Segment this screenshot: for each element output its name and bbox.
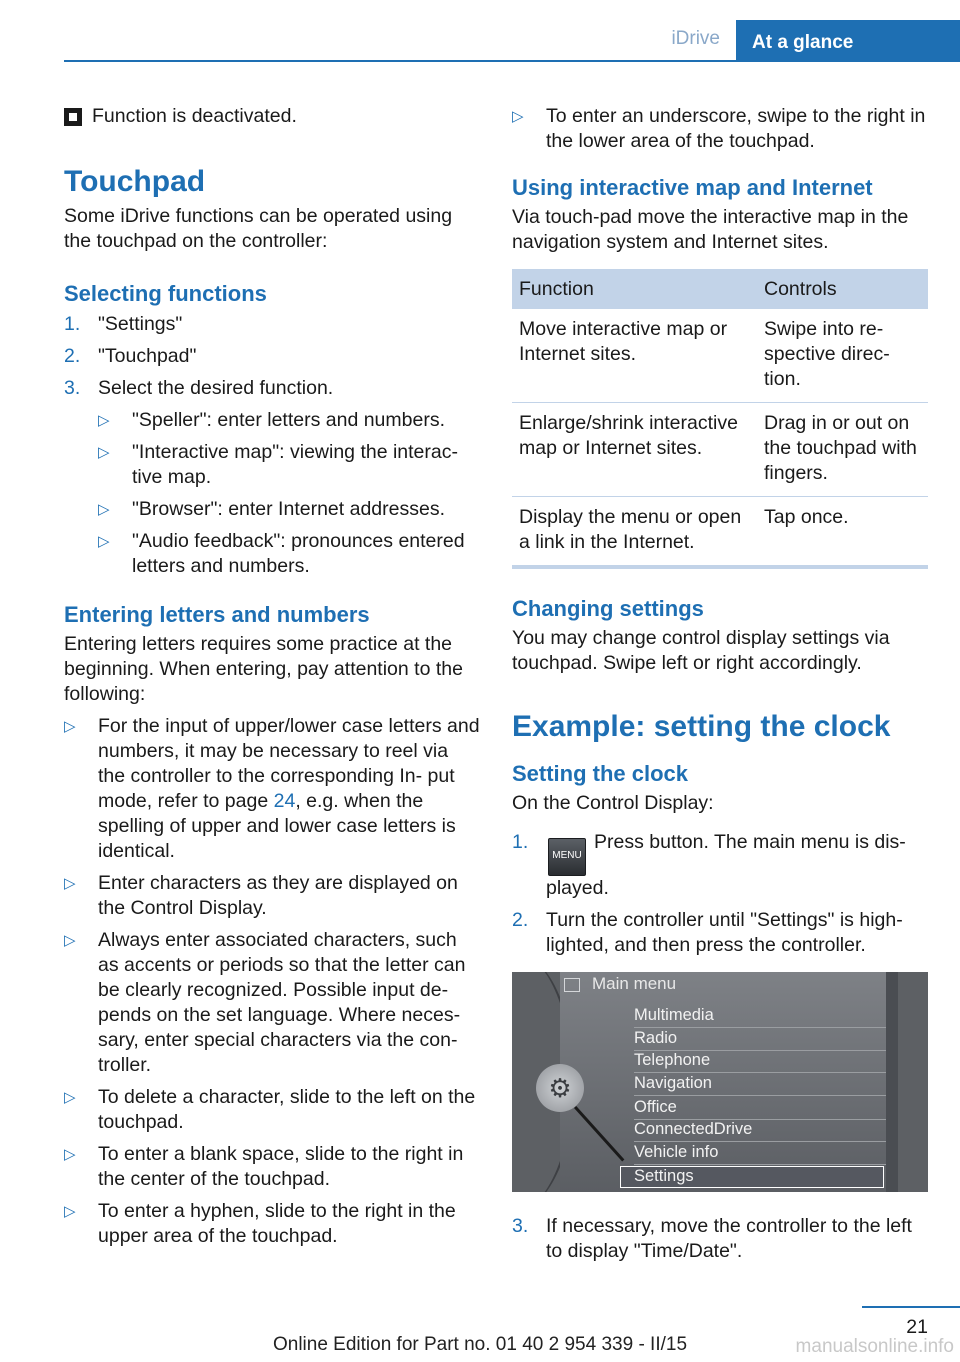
table-cell: Swipe into re‐ spective direc‐ tion. [757,309,928,403]
list-item: ▷ "Audio feedback": pronounces entered letters and numbers. [98,530,465,577]
table-row [512,309,928,403]
touchpad-intro: Some iDrive functions can be operated using the touchpad on the controller: [64,205,453,252]
checkbox-unchecked-icon [64,108,82,126]
menu-title: Main menu [592,974,677,993]
header-section: iDrive [671,28,720,49]
entering-tips-list [64,714,480,1249]
list-item: ▷ To enter a blank space, slide to the right in the center of the touchpad. [64,1143,464,1190]
page-reference-link[interactable]: 24 [273,790,296,812]
setting-clock-heading: Setting the clock [512,761,689,786]
list-item: ▷ For the input of upper/lower case letters and numbers, it may be necessary to reel via the controller to the corresponding In‐ put mode, refer to page 24, e.g. when the spelling of upper and lower case letters is identical. [64,715,480,862]
list-item: ▷ Always enter associated characters, such as accents or periods so that the letter can be clearly recognized. Possible input de‐ pends on the set language. Where neces‐ sary, enter special characters via the con‐ troller. [64,929,466,1076]
table-cell: Enlarge/shrink interactive map or Internet sites. [512,403,757,497]
triangle-bullet-icon: ▷ [98,501,110,518]
table-cell: Move interactive map or Internet sites. [512,309,757,403]
interactive-map-intro: Via touch-pad move the interactive map in the navigation system and Internet sites. [512,206,909,253]
header-rule [64,60,960,62]
selecting-functions-heading: Selecting functions [64,281,267,306]
list-item: 3. If necessary, move the controller to the left to display "Time/Date". [512,1215,912,1262]
changing-settings-text: You may change control display settings via touchpad. Swipe left or right accordingly. [512,627,890,674]
main-menu-screenshot [512,972,928,1192]
list-item: 2. "Touchpad" [64,345,197,367]
function-options-list [98,408,480,579]
table-row [512,403,928,497]
triangle-bullet-icon: ▷ [98,533,110,550]
underscore-tip-list [512,104,928,154]
list-item: 3. Select the desired function. ▷ "Speller": enter letters and numbers. ▷ "Interactive map": viewing the interac‐ tive map. ▷ "Browser": enter Internet addresses. ▷ "Audio feedback": pronounces entered letters and numbers. [64,376,480,579]
list-item: ▷ To enter an underscore, swipe to the right in the lower area of the touchpad. [512,105,926,152]
footer-rule [862,1306,960,1308]
menu-item: Telephone [634,1051,894,1073]
menu-item: Multimedia [634,1006,894,1028]
control-display-text: On the Control Display: [512,792,714,814]
gear-icon: ⚙ [536,1064,584,1112]
table-header-function: Function [512,269,757,309]
table-header-row [512,269,928,309]
triangle-bullet-icon: ▷ [64,932,76,949]
left-column [64,104,480,1256]
deactivated-text: Function is deactivated. [92,105,297,127]
entering-intro: Entering letters requires some practice at the beginning. When entering, pay attention to the following: [64,633,463,705]
triangle-bullet-icon: ▷ [64,1203,76,1220]
triangle-bullet-icon: ▷ [64,1089,76,1106]
triangle-bullet-icon: ▷ [98,412,110,429]
selecting-steps-list [64,312,480,579]
menu-list-icon [564,978,580,992]
triangle-bullet-icon: ▷ [64,875,76,892]
menu-item: Navigation [634,1074,894,1096]
right-column [512,104,928,1271]
list-item: ▷ Enter characters as they are displayed on the Control Display. [64,872,458,919]
page-number: 21 [906,1316,928,1338]
menu-item: Office [634,1098,894,1120]
triangle-bullet-icon: ▷ [512,108,524,125]
header-chapter-tab: At a glance [736,20,960,62]
menu-item: Radio [634,1029,894,1051]
table-cell: Tap once. [757,497,928,568]
list-item: 1. MENUPress button. The main menu is dis‐ played. [512,831,906,899]
menu-item: Vehicle info [634,1143,894,1165]
menu-button-icon: MENU [548,838,586,876]
triangle-bullet-icon: ▷ [64,718,76,735]
list-item: 2. Turn the controller until "Settings" is high‐ lighted, and then press the controller. [512,909,903,956]
menu-item-selected: Settings [620,1166,884,1188]
table-cell: Drag in or out on the touchpad with fingers. [757,403,928,497]
clock-steps-list-continued [512,1214,928,1264]
changing-settings-heading: Changing settings [512,596,704,621]
touchpad-heading: Touchpad [64,165,206,198]
deactivated-note [64,104,480,129]
list-item: 1. "Settings" [64,313,183,335]
screen-edge [886,972,898,1192]
list-item: ▷ To enter a hyphen, slide to the right in the upper area of the touchpad. [64,1200,456,1247]
list-item: ▷ To delete a character, slide to the left on the touchpad. [64,1086,476,1133]
edition-footer: Online Edition for Part no. 01 40 2 954 339 - II/15 [272,1334,688,1355]
list-item: ▷ "Speller": enter letters and numbers. [98,409,445,431]
clock-steps-list [512,830,928,958]
entering-letters-heading: Entering letters and numbers [64,602,370,627]
list-item: ▷ "Interactive map": viewing the interac‐ tive map. [98,441,458,488]
menu-item: ConnectedDrive [634,1120,894,1142]
triangle-bullet-icon: ▷ [64,1146,76,1163]
triangle-bullet-icon: ▷ [98,444,110,461]
list-item: ▷ "Browser": enter Internet addresses. [98,498,445,520]
table-row [512,497,928,568]
table-cell: Display the menu or open a link in the Internet. [512,497,757,568]
interactive-map-heading: Using interactive map and Internet [512,175,873,200]
example-heading: Example: setting the clock [512,710,891,743]
controls-table [512,269,928,569]
watermark: manualsonline.info [795,1336,954,1357]
table-header-controls: Controls [757,269,928,309]
